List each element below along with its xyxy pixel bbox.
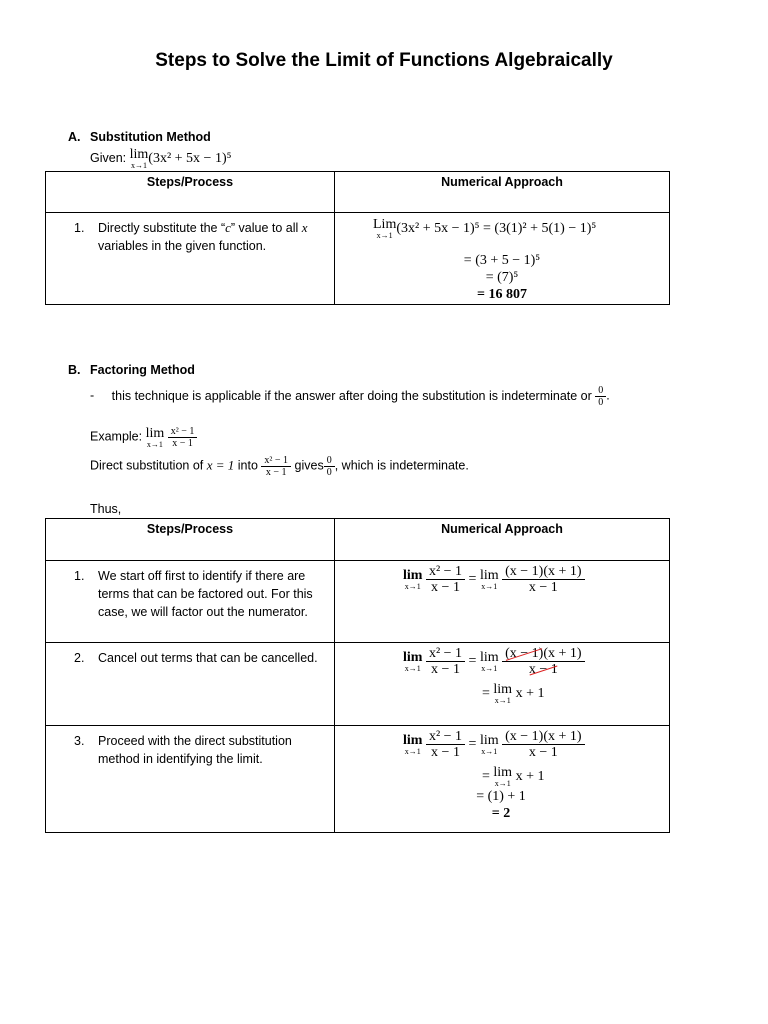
- lim-word: lim: [403, 649, 423, 665]
- direct-substitution-line: [90, 455, 469, 478]
- step-description: We start off first to identify if there are terms that can be factored out. For this case, we will factor out the numerator.: [98, 569, 313, 619]
- equals: =: [468, 653, 477, 669]
- frac-denominator: x − 1: [528, 745, 558, 760]
- frac-numerator: 0: [595, 385, 606, 397]
- equals: =: [482, 769, 490, 785]
- numerical-line-3: = (7)⁵: [485, 270, 519, 285]
- step-text: [46, 726, 334, 768]
- limit-equation: [335, 726, 669, 760]
- thus-label: Thus,: [90, 502, 122, 516]
- frac-numerator: (x − 1)(x + 1): [502, 564, 584, 580]
- lim-subscript: x→1: [481, 746, 498, 756]
- step-text-part: variables in the given function.: [98, 239, 267, 253]
- expression: x + 1: [515, 769, 545, 785]
- numerical-steps: [335, 252, 669, 303]
- section-a-title: Substitution Method: [90, 130, 211, 144]
- lim-word: Lim: [373, 217, 397, 232]
- frac-denominator: 0: [326, 467, 332, 478]
- text-part: Direct substitution of: [90, 458, 204, 473]
- step-cell: [46, 643, 335, 726]
- frac-numerator: 0: [324, 455, 335, 467]
- numerical-cell: [335, 561, 670, 643]
- section-b-bullet: - this technique is applicable if the answer after doing the substitution is indeterminate or $\frac{0}{0}$ .: [90, 385, 610, 408]
- simplified-limit: [335, 760, 669, 788]
- given-expression: (3x² + 5x − 1)⁵: [148, 151, 232, 167]
- section-a-given: [90, 148, 232, 170]
- table-row: [46, 213, 670, 305]
- lim-word: lim: [479, 732, 499, 748]
- step-text: [46, 561, 334, 621]
- step-number: 3.: [74, 734, 85, 748]
- step-text-part: ” value to all: [230, 221, 302, 235]
- lim-word: lim: [145, 425, 165, 441]
- numerical-cell: [335, 213, 670, 305]
- numerical-cell: [335, 726, 670, 833]
- table-row: [46, 643, 670, 726]
- step-number: 1.: [74, 569, 85, 583]
- step-cell: [46, 726, 335, 833]
- table-row: [46, 726, 670, 833]
- given-label: Given:: [90, 151, 127, 166]
- example-label: Example:: [90, 429, 143, 444]
- step-cell: [46, 213, 335, 305]
- lim-word: lim: [403, 567, 423, 583]
- numerical-cell: [335, 643, 670, 726]
- col-header-steps-label: Steps/Process: [146, 175, 234, 189]
- frac-numerator: x² − 1: [261, 455, 291, 467]
- lim-subscript: x→1: [494, 779, 511, 788]
- frac-numerator: x² − 1: [426, 646, 465, 662]
- bullet-dash: -: [90, 388, 95, 403]
- col-header-steps: [46, 519, 335, 561]
- section-a-letter: A.: [68, 130, 81, 144]
- lim-word: lim: [493, 682, 513, 697]
- lim-word: lim: [129, 147, 149, 162]
- frac-denominator: x − 1: [265, 467, 287, 478]
- factoring-table: [45, 518, 670, 833]
- simplified-limit: [335, 677, 669, 705]
- section-b-letter: B.: [68, 363, 81, 377]
- numerical-line-1: [335, 213, 669, 240]
- text-part: into: [237, 458, 258, 473]
- substituted-value: = (1) + 1: [476, 789, 526, 804]
- lim-subscript: x→1: [130, 161, 147, 170]
- numerical-line-2: = (3 + 5 − 1)⁵: [463, 253, 541, 268]
- frac-numerator: x² − 1: [426, 564, 465, 580]
- math-part: x = 1: [206, 457, 235, 473]
- frac-numerator: x² − 1: [426, 729, 465, 745]
- step-text-c: c: [225, 220, 231, 235]
- lim-subscript: x→1: [481, 581, 498, 591]
- lim-word: lim: [403, 732, 423, 748]
- equals: =: [482, 686, 490, 702]
- remaining-term: (x + 1): [543, 646, 582, 661]
- frac-denominator: x − 1: [172, 438, 193, 449]
- frac-denominator: x − 1: [431, 662, 460, 677]
- lim-word: lim: [493, 765, 513, 780]
- step-description: Cancel out terms that can be cancelled.: [98, 651, 318, 665]
- equals: =: [468, 571, 477, 587]
- step-description: Proceed with the direct substitution method in identifying the limit.: [98, 734, 292, 766]
- lim-word: lim: [479, 567, 499, 583]
- cancelled-denominator: x − 1: [528, 662, 558, 677]
- col-header-numerical: [335, 172, 670, 213]
- text-part: gives: [294, 458, 324, 473]
- page-title: Steps to Solve the Limit of Functions Algebraically: [155, 50, 613, 71]
- frac-numerator: (x − 1)(x + 1): [502, 729, 584, 745]
- substitution-result: [333, 788, 669, 822]
- lim-subscript: x→1: [481, 663, 498, 673]
- lim-subscript: x→1: [404, 663, 421, 673]
- final-answer: = 2: [491, 806, 511, 821]
- frac-denominator: x − 1: [528, 580, 558, 595]
- col-header-steps-label: Steps/Process: [146, 522, 234, 536]
- lim-subscript: x→1: [404, 581, 421, 591]
- col-header-numerical: [335, 519, 670, 561]
- expression: x + 1: [515, 686, 545, 702]
- step-cell: [46, 561, 335, 643]
- step-text-x: x: [301, 220, 308, 235]
- col-header-numerical-label: Numerical Approach: [441, 522, 563, 536]
- section-b-title: Factoring Method: [90, 363, 195, 377]
- lim-subscript: x→1: [146, 439, 163, 449]
- lim-subscript: x→1: [404, 746, 421, 756]
- step-text: [46, 213, 334, 255]
- lim-word: lim: [479, 649, 499, 665]
- limit-equation: [335, 561, 669, 595]
- lim-subscript: x→1: [494, 696, 511, 705]
- step-number: 1.: [74, 221, 85, 235]
- final-answer: = 16 807: [477, 287, 527, 302]
- bullet-text: this technique is applicable if the answer after doing the substitution is indeterminate or: [111, 388, 592, 403]
- section-b-heading: [68, 363, 195, 377]
- frac-numerator: x² − 1: [168, 426, 198, 438]
- step-number: 2.: [74, 651, 85, 665]
- section-a-heading: [68, 130, 211, 144]
- lim-subscript: x→1: [376, 231, 393, 240]
- frac-denominator: 0: [598, 397, 604, 408]
- substitution-table: [45, 171, 670, 305]
- cancelled-term: (x − 1): [505, 646, 544, 661]
- example-line: [90, 426, 197, 449]
- col-header-numerical-label: Numerical Approach: [441, 175, 563, 189]
- expression: (3x² + 5x − 1)⁵ = (3(1)² + 5(1) − 1)⁵: [396, 221, 597, 237]
- limit-equation: [335, 643, 669, 677]
- frac-denominator: x − 1: [431, 580, 460, 595]
- table-row: [46, 561, 670, 643]
- step-text-part: Directly substitute the “: [98, 221, 226, 235]
- text-part: , which is indeterminate.: [334, 458, 469, 473]
- col-header-steps: [46, 172, 335, 213]
- frac-denominator: x − 1: [431, 745, 460, 760]
- equals: =: [468, 736, 477, 752]
- step-text: [46, 643, 334, 667]
